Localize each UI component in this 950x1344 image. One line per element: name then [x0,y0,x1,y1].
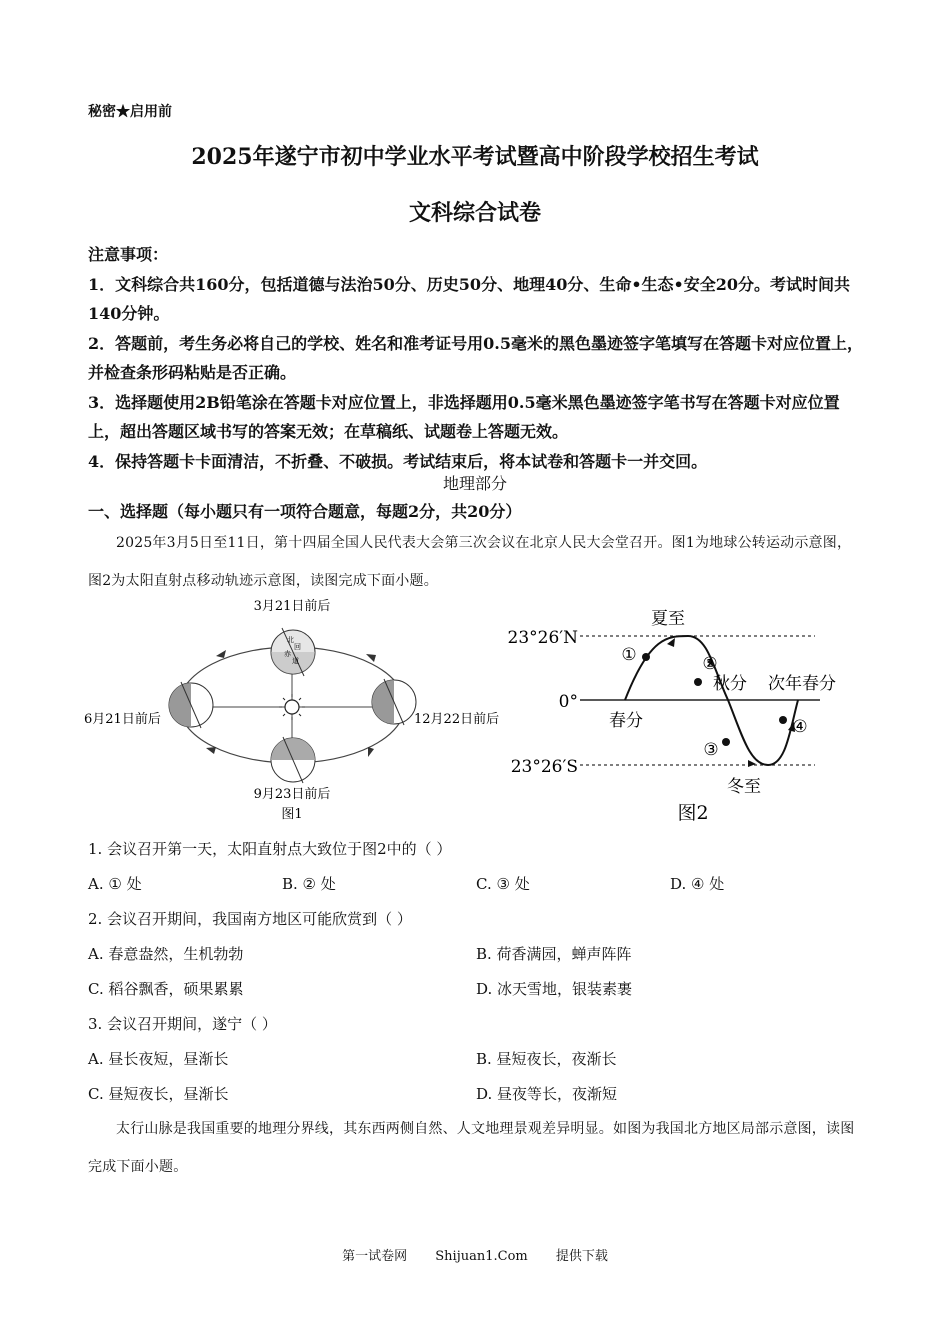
globe-label: 道 [292,657,299,665]
option-d[interactable]: D. 冰天雪地，银装素裹 [476,980,633,998]
globe-left-icon [169,682,213,728]
label-lat-zero: 0° [558,692,578,712]
globe-bottom-icon [271,737,315,783]
question-stem: 2. 会议召开期间，我国南方地区可能欣赏到（ ） [88,910,412,928]
intro-paragraph: 太行山脉是我国重要的地理分界线，其东西两侧自然、人文地理景观差异明显。如图为我国北方地区局部示意图，读图完成下面小题。 [88,1121,855,1175]
option-b[interactable]: B. 昼短夜长，夜渐长 [476,1050,617,1068]
notice-item: 1．文科综合共160分，包括道德与法治50分、历史50分、地理40分、生命•生态•安全20分。考试时间共140分钟。 [88,274,851,323]
option-a[interactable]: A. 昼长夜短，昼渐长 [88,1050,229,1068]
label-september: 9月23日前后 [253,787,331,802]
notice-item: 2．答题前，考生务必将自己的学校、姓名和准考证号用0.5毫米的黑色墨迹签字笔填写在答题卡对应位置上，并检查条形码粘贴是否正确。 [88,333,863,382]
track-arrow [748,760,756,767]
option-c[interactable]: C. ③ 处 [476,875,530,893]
figure-sun-track [500,600,855,828]
globe-label: 赤 [284,650,291,658]
label-lat-south: 23°26′S [510,757,578,777]
label-lat-north: 23°26′N [507,628,578,648]
exam-subtitle: 文科综合试卷 [408,200,541,226]
label-summer-solstice: 夏至 [651,609,685,629]
label-winter-solstice: 冬至 [727,777,761,797]
footer-domain[interactable]: Shijuan1.Com [435,1249,528,1264]
notice-item: 3．选择题使用2B铅笔涂在答题卡对应位置上，非选择题用0.5毫米黑色墨迹签字笔书写在答题卡对应位置上，超出答题区域书写的答案无效；在草稿纸、试题卷上答题无效。 [88,392,840,441]
confidential-mark: 秘密★启用前 [88,104,172,120]
option-b[interactable]: B. ② 处 [282,875,336,893]
point-4 [779,716,787,724]
section-heading: 地理部分 [442,474,507,493]
mark-1: ① [621,645,637,665]
option-d[interactable]: D. 昼夜等长，夜渐短 [476,1085,618,1103]
option-b[interactable]: B. 荷香满园，蝉声阵阵 [476,945,632,963]
option-a[interactable]: A. 春意盎然，生机勃勃 [88,945,244,963]
orbit-arrow [216,650,226,658]
footer-note: 提供下载 [555,1249,608,1264]
figure-caption: 图1 [281,807,303,822]
notice-heading: 注意事项： [88,245,169,264]
page-footer [0,1245,950,1264]
orbit-arrow [366,654,376,662]
part-heading: 一、选择题（每小题只有一项符合题意，每题2分，共20分） [88,502,522,521]
intro-paragraph: 2025年3月5日至11日，第十四届全国人民代表大会第三次会议在北京人民大会堂召开。图1为地球公转运动示意图，图2为太阳直射点移动轨迹示意图，读图完成下面小题。 [88,535,852,589]
globe-label: 北 [287,636,294,644]
question-stem: 1. 会议召开第一天，太阳直射点大致位于图2中的（ ） [88,840,452,858]
label-next-spring: 次年春分 [768,674,836,694]
label-spring-equinox: 春分 [609,711,643,731]
point-2 [694,678,702,686]
label-march: 3月21日前后 [253,599,331,614]
globe-right-icon [372,679,416,725]
option-c[interactable]: C. 稻谷飘香，硕果累累 [88,980,244,998]
mark-2: ② [702,654,718,674]
label-autumn-equinox: 秋分 [713,674,747,694]
option-a[interactable]: A. ① 处 [88,875,142,893]
mark-3: ③ [703,740,719,760]
footer-site: 第一试卷网 [342,1249,408,1264]
notice-block [88,240,863,476]
option-c[interactable]: C. 昼短夜长，昼渐长 [88,1085,229,1103]
mark-4: ④ [792,717,808,737]
exam-title: 2025年遂宁市初中学业水平考试暨高中阶段学校招生考试 [191,144,759,170]
globe-top-icon [271,628,315,676]
point-3 [722,738,730,746]
label-december: 12月22日前后 [414,712,500,727]
notice-item: 4．保持答题卡卡面清洁，不折叠、不破损。考试结束后，将本试卷和答题卡一并交回。 [88,451,708,471]
globe-label: 回 [294,643,301,651]
orbit-arrow [368,747,374,757]
orbit-arrow [206,747,216,754]
label-june: 6月21日前后 [84,712,161,727]
question-stem: 3. 会议召开期间，遂宁（ ） [88,1015,277,1033]
point-1 [642,653,650,661]
figure-caption: 图2 [677,802,709,824]
option-d[interactable]: D. ④ 处 [670,875,725,893]
figure-earth-revolution [84,594,514,826]
